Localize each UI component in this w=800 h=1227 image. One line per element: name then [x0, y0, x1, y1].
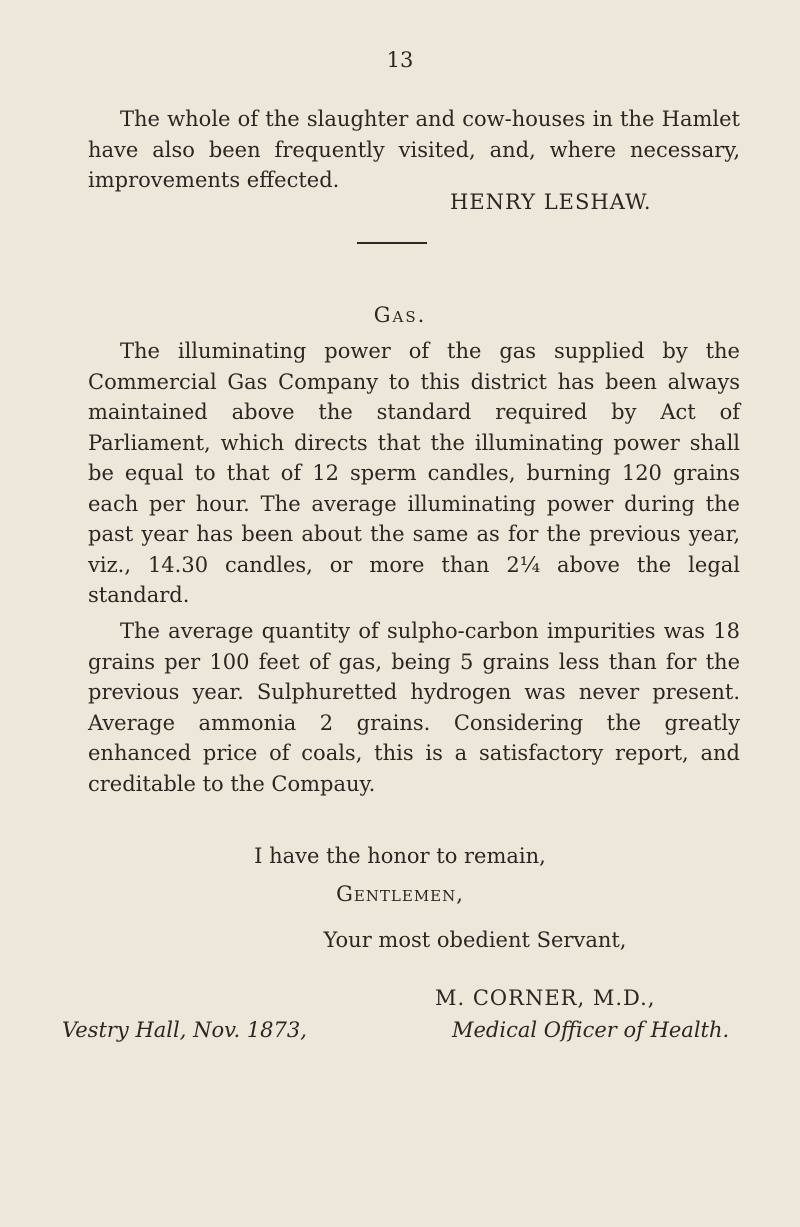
closing-servant: Your most obedient Servant,: [323, 928, 627, 952]
gas-paragraph-illuminating-power: The illuminating power of the gas supplied by the Commercial Gas Company to this district has been always maintained above the standard required by Act of Parliament, which directs that the illuminating power shall be equal to that of 12 sperm candles, burning 120 grains each per hour. The average illuminating power during the past year has been about the same as for the previous year, viz., 14.30 candles, or more than 2¼ above the legal standard.: [88, 339, 740, 607]
page-number: 13: [386, 48, 414, 72]
officer-title: Medical Officer of Health.: [452, 1018, 730, 1042]
gas-heading: Gas.: [373, 303, 427, 327]
closing-salutation: Gentlemen,: [336, 882, 464, 906]
gas-paragraph-impurities: The average quantity of sulpho-carbon impurities was 18 grains per 100 feet of gas, being 5 grains less than for the previous year. Sulphuretted hydrogen was never present. Average ammonia 2 grains. Considering the greatly enhanced price of coals, this is a satisfactory report, and creditable to the Compauy.: [88, 619, 740, 796]
closing-line-remain: I have the honor to remain,: [254, 844, 546, 868]
slaughter-houses-paragraph: The whole of the slaughter and cow-houses in the Hamlet have also been frequently visited, and, where necessary, improvements effected.: [88, 107, 740, 192]
corner-signature: M. CORNER, M.D.,: [435, 986, 656, 1010]
section-divider: [357, 242, 427, 244]
place-date: Vestry Hall, Nov. 1873,: [62, 1018, 307, 1042]
leshaw-signature: HENRY LESHAW.: [450, 190, 652, 214]
